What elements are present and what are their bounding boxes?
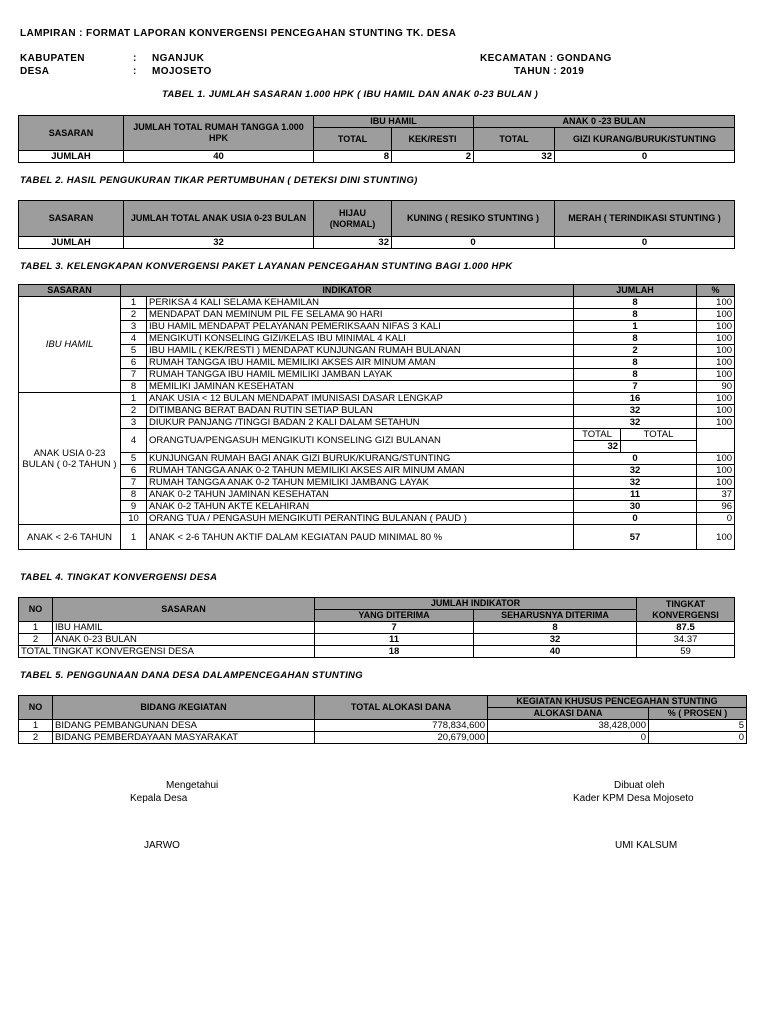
t3-no: 2 — [121, 309, 147, 321]
t4-seharusnya: 32 — [474, 634, 637, 646]
t4-header-tingkat: TINGKAT KONVERGENSI — [637, 598, 735, 622]
t4-tingkat: 34.37 — [637, 634, 735, 646]
document-title: LAMPIRAN : FORMAT LAPORAN KONVERGENSI PENCEGAHAN STUNTING TK. DESA — [20, 28, 457, 39]
t3-pct: 100 — [697, 465, 735, 477]
t3-pct: 100 — [697, 321, 735, 333]
t3-pct: 100 — [697, 345, 735, 357]
t3-subheader-total: TOTAL — [574, 429, 621, 441]
t5-bidang: BIDANG PEMBANGUNAN DESA — [53, 720, 315, 732]
desa-value: MOJOSETO — [152, 66, 212, 77]
table5 — [18, 695, 747, 744]
t3-jumlah: 32 — [574, 441, 621, 453]
t3-header-sasaran: SASARAN — [19, 285, 121, 297]
t3-jumlah: 16 — [574, 393, 697, 405]
t5-alokasi: 0 — [488, 732, 649, 744]
t2-header-jumlah: JUMLAH TOTAL ANAK USIA 0-23 BULAN — [124, 201, 314, 237]
t4-total-seharusnya: 40 — [474, 646, 637, 658]
t1-header-sasaran: SASARAN — [19, 116, 124, 151]
t2-header-hijau: HIJAU (NORMAL) — [314, 201, 392, 237]
t1-header-gizi: GIZI KURANG/BURUK/STUNTING — [555, 128, 735, 151]
sign-right-2: Kader KPM Desa Mojoseto — [573, 793, 694, 804]
t3-no: 7 — [121, 477, 147, 489]
t2-cell: 32 — [314, 237, 392, 249]
t4-diterima: 7 — [315, 622, 474, 634]
t3-indikator: ANAK 0-2 TAHUN AKTE KELAHIRAN — [147, 501, 574, 513]
t4-header-sasaran: SASARAN — [53, 598, 315, 622]
table3-caption: TABEL 3. KELENGKAPAN KONVERGENSI PAKET LAYANAN PENCEGAHAN STUNTING BAGI 1.000 HPK — [20, 261, 513, 272]
t5-prosen: 5 — [649, 720, 747, 732]
t3-indikator: KUNJUNGAN RUMAH BAGI ANAK GIZI BURUK/KURANG/STUNTING — [147, 453, 574, 465]
t3-pct: 100 — [697, 369, 735, 381]
kecamatan: KECAMATAN : GONDANG — [480, 53, 612, 64]
t3-header-indikator: INDIKATOR — [121, 285, 574, 297]
t1-cell: JUMLAH — [19, 151, 124, 163]
t3-no: 8 — [121, 489, 147, 501]
t3-pct: 100 — [697, 297, 735, 309]
t3-empty-cell — [621, 441, 697, 453]
t1-header-total: TOTAL — [314, 128, 392, 151]
t3-indikator: ANAK < 2-6 TAHUN AKTIF DALAM KEGIATAN PAUD MINIMAL 80 % — [147, 525, 574, 550]
t4-header-diterima: YANG DITERIMA — [315, 610, 474, 622]
t3-no: 9 — [121, 501, 147, 513]
t3-indikator: DIUKUR PANJANG /TINGGI BADAN 2 KALI DALAM SETAHUN — [147, 417, 574, 429]
t1-cell: 8 — [314, 151, 392, 163]
t5-alokasi: 38,428,000 — [488, 720, 649, 732]
t3-pct: 37 — [697, 489, 735, 501]
t2-header-sasaran: SASARAN — [19, 201, 124, 237]
table2 — [18, 200, 735, 249]
t3-indikator: RUMAH TANGGA IBU HAMIL MEMILIKI JAMBAN LAYAK — [147, 369, 574, 381]
t3-jumlah: 8 — [574, 369, 697, 381]
t3-jumlah: 8 — [574, 357, 697, 369]
t3-jumlah: 0 — [574, 453, 697, 465]
t3-no: 2 — [121, 405, 147, 417]
t3-no: 8 — [121, 381, 147, 393]
table3 — [18, 284, 735, 550]
t3-indikator: ORANGTUA/PENGASUH MENGIKUTI KONSELING GIZI BULANAN — [147, 429, 574, 453]
t3-group-label: ANAK < 2-6 TAHUN — [19, 525, 121, 550]
sign-left-2: Kepala Desa — [130, 793, 188, 804]
t3-pct: 0 — [697, 513, 735, 525]
t5-prosen: 0 — [649, 732, 747, 744]
t4-total-diterima: 18 — [315, 646, 474, 658]
t3-no: 6 — [121, 357, 147, 369]
t3-no: 5 — [121, 345, 147, 357]
t3-pct: 100 — [697, 477, 735, 489]
t3-pct: 100 — [697, 417, 735, 429]
t4-diterima: 11 — [315, 634, 474, 646]
table4-caption: TABEL 4. TINGKAT KONVERGENSI DESA — [20, 572, 218, 583]
t3-pct: 100 — [697, 333, 735, 345]
t4-no: 2 — [19, 634, 53, 646]
t1-cell: 2 — [392, 151, 474, 163]
t3-no: 3 — [121, 417, 147, 429]
t4-tingkat: 87.5 — [637, 622, 735, 634]
t3-jumlah: 8 — [574, 333, 697, 345]
t3-jumlah: 32 — [574, 405, 697, 417]
t3-pct: 90 — [697, 381, 735, 393]
colon: : — [133, 53, 137, 64]
t3-indikator: RUMAH TANGGA ANAK 0-2 TAHUN MEMILIKI JAMBANG LAYAK — [147, 477, 574, 489]
table1-caption: TABEL 1. JUMLAH SASARAN 1.000 HPK ( IBU HAMIL DAN ANAK 0-23 BULAN ) — [162, 89, 539, 100]
t3-no: 7 — [121, 369, 147, 381]
t1-cell: 32 — [474, 151, 555, 163]
t5-bidang: BIDANG PEMBERDAYAAN MASYARAKAT — [53, 732, 315, 744]
t1-header-jumlah: JUMLAH TOTAL RUMAH TANGGA 1.000 HPK — [124, 116, 314, 151]
t3-no: 10 — [121, 513, 147, 525]
t4-header-seharusnya: SEHARUSNYA DITERIMA — [474, 610, 637, 622]
t3-no: 1 — [121, 525, 147, 550]
desa-label: DESA — [20, 66, 50, 77]
colon: : — [133, 66, 137, 77]
t5-total: 20,679,000 — [315, 732, 488, 744]
t3-jumlah: 11 — [574, 489, 697, 501]
t3-indikator: MENDAPAT DAN MEMINUM PIL FE SELAMA 90 HARI — [147, 309, 574, 321]
t4-sasaran: IBU HAMIL — [53, 622, 315, 634]
t3-header-pct: % — [697, 285, 735, 297]
t3-jumlah: 1 — [574, 321, 697, 333]
t5-no: 1 — [19, 720, 53, 732]
kabupaten-label: KABUPATEN — [20, 53, 85, 64]
t3-header-jumlah: JUMLAH — [574, 285, 697, 297]
t4-header-no: NO — [19, 598, 53, 622]
t3-jumlah: 32 — [574, 417, 697, 429]
t3-no: 4 — [121, 429, 147, 453]
t5-header-total: TOTAL ALOKASI DANA — [315, 696, 488, 720]
table2-caption: TABEL 2. HASIL PENGUKURAN TIKAR PERTUMBUHAN ( DETEKSI DINI STUNTING) — [20, 175, 418, 186]
t4-no: 1 — [19, 622, 53, 634]
t3-jumlah: 57 — [574, 525, 697, 550]
t3-pct: 100 — [697, 393, 735, 405]
t3-pct: 100 — [697, 453, 735, 465]
t3-no: 1 — [121, 393, 147, 405]
t2-cell: 0 — [555, 237, 735, 249]
t3-no: 3 — [121, 321, 147, 333]
t3-pct: 100 — [697, 309, 735, 321]
t3-jumlah: 0 — [574, 513, 697, 525]
t1-header-ibu: IBU HAMIL — [314, 116, 474, 128]
t3-jumlah: 30 — [574, 501, 697, 513]
t3-subheader-total: TOTAL — [621, 429, 697, 441]
t2-cell: 0 — [392, 237, 555, 249]
t3-pct: 96 — [697, 501, 735, 513]
t3-pct: 100 — [697, 405, 735, 417]
t3-indikator: PERIKSA 4 KALI SELAMA KEHAMILAN — [147, 297, 574, 309]
t1-cell: 40 — [124, 151, 314, 163]
t2-cell: 32 — [124, 237, 314, 249]
sign-left-1: Mengetahui — [166, 780, 219, 791]
t3-indikator: MEMILIKI JAMINAN KESEHATAN — [147, 381, 574, 393]
t3-no: 6 — [121, 465, 147, 477]
t3-group-label: ANAK USIA 0-23 BULAN ( 0-2 TAHUN ) — [19, 393, 121, 525]
t5-header-khusus: KEGIATAN KHUSUS PENCEGAHAN STUNTING — [488, 696, 747, 708]
t3-indikator: ANAK USIA < 12 BULAN MENDAPAT IMUNISASI DASAR LENGKAP — [147, 393, 574, 405]
t5-total: 778,834,600 — [315, 720, 488, 732]
t3-jumlah: 32 — [574, 465, 697, 477]
sign-right-name: UMI KALSUM — [615, 840, 678, 851]
t3-indikator: ANAK 0-2 TAHUN JAMINAN KESEHATAN — [147, 489, 574, 501]
sign-left-name: JARWO — [144, 840, 180, 851]
t3-jumlah: 32 — [574, 477, 697, 489]
t1-header-kek: KEK/RESTI — [392, 128, 474, 151]
t2-header-merah: MERAH ( TERINDIKASI STUNTING ) — [555, 201, 735, 237]
t3-jumlah: 2 — [574, 345, 697, 357]
kabupaten-value: NGANJUK — [152, 53, 205, 64]
t2-cell: JUMLAH — [19, 237, 124, 249]
t4-sasaran: ANAK 0-23 BULAN — [53, 634, 315, 646]
t3-no: 5 — [121, 453, 147, 465]
t5-header-bidang: BIDANG /KEGIATAN — [53, 696, 315, 720]
t3-pct — [697, 429, 735, 453]
t3-group-label: IBU HAMIL — [19, 297, 121, 393]
t3-indikator: IBU HAMIL ( KEK/RESTI ) MENDAPAT KUNJUNGAN RUMAH BULANAN — [147, 345, 574, 357]
t1-cell: 0 — [555, 151, 735, 163]
t3-pct: 100 — [697, 525, 735, 550]
t3-indikator: ORANG TUA / PENGASUH MENGIKUTI PERANTING BULANAN ( PAUD ) — [147, 513, 574, 525]
t3-jumlah: 7 — [574, 381, 697, 393]
sign-right-1: Dibuat oleh — [614, 780, 665, 791]
t1-header-anak: ANAK 0 -23 BULAN — [474, 116, 735, 128]
t5-header-alokasi: ALOKASI DANA — [488, 708, 649, 720]
t4-seharusnya: 8 — [474, 622, 637, 634]
t3-indikator: DITIMBANG BERAT BADAN RUTIN SETIAP BULAN — [147, 405, 574, 417]
t4-total-tingkat: 59 — [637, 646, 735, 658]
t4-header-jumlah: JUMLAH INDIKATOR — [315, 598, 637, 610]
t3-indikator: MENGIKUTI KONSELING GIZI/KELAS IBU MINIMAL 4 KALI — [147, 333, 574, 345]
t3-no: 1 — [121, 297, 147, 309]
tahun: TAHUN : 2019 — [514, 66, 585, 77]
t3-indikator: IBU HAMIL MENDAPAT PELAYANAN PEMERIKSAAN NIFAS 3 KALI — [147, 321, 574, 333]
t3-no: 4 — [121, 333, 147, 345]
table5-caption: TABEL 5. PENGGUNAAN DANA DESA DALAMPENCEGAHAN STUNTING — [20, 670, 363, 681]
table1 — [18, 115, 735, 163]
t3-pct: 100 — [697, 357, 735, 369]
t5-header-prosen: % ( PROSEN ) — [649, 708, 747, 720]
t3-jumlah: 8 — [574, 297, 697, 309]
t4-total-label: TOTAL TINGKAT KONVERGENSI DESA — [19, 646, 315, 658]
t5-no: 2 — [19, 732, 53, 744]
t3-indikator: RUMAH TANGGA ANAK 0-2 TAHUN MEMILIKI AKSES AIR MINUM AMAN — [147, 465, 574, 477]
t5-header-no: NO — [19, 696, 53, 720]
t1-header-total: TOTAL — [474, 128, 555, 151]
table4 — [18, 597, 735, 658]
t3-jumlah: 8 — [574, 309, 697, 321]
t2-header-kuning: KUNING ( RESIKO STUNTING ) — [392, 201, 555, 237]
t3-indikator: RUMAH TANGGA IBU HAMIL MEMILIKI AKSES AIR MINUM AMAN — [147, 357, 574, 369]
